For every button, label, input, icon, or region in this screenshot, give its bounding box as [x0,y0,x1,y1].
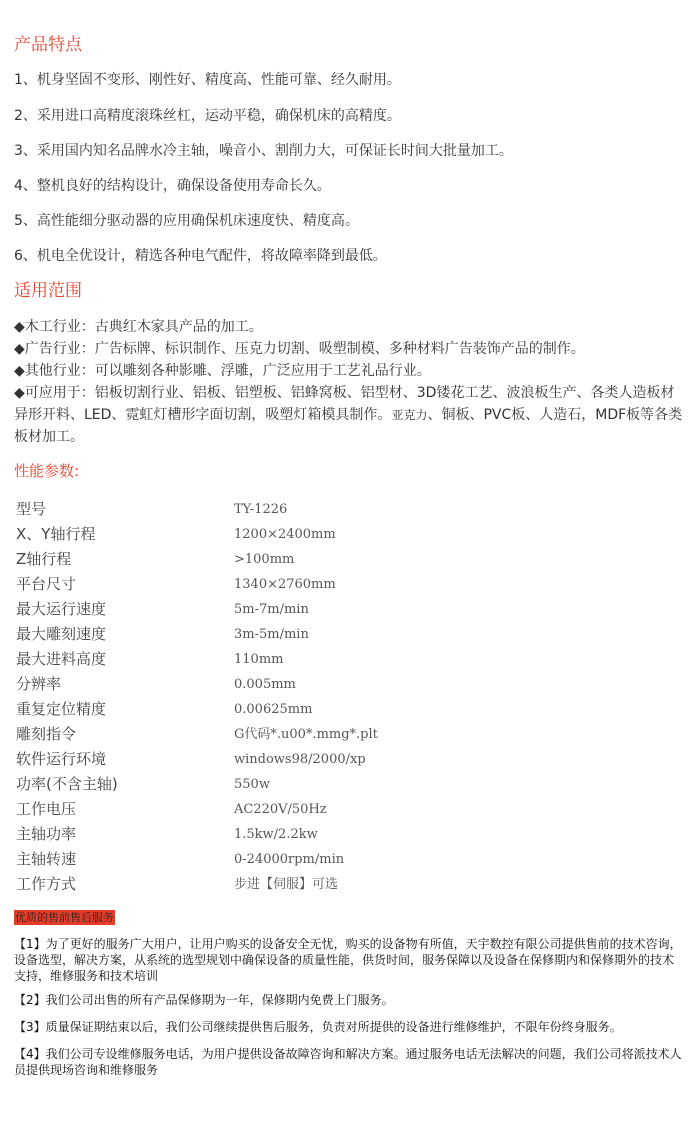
usage-line-wood: ◆木工行业：古典红木家具产品的加工。 [14,319,263,335]
param-value: 550w [234,777,270,792]
service-item-4 [14,1046,682,1078]
usage-line-advertising: ◆广告行业：广告标牌、标识制作、压克力切割、吸塑制模、多种材料广告装饰产品的制作。 [14,341,585,357]
param-name: 最大进料高度 [16,650,107,668]
param-value: windows98/2000/xp [234,752,366,767]
param-name: 工作电压 [16,800,77,818]
param-name: 最大雕刻速度 [16,625,107,643]
param-name: 功率(不含主轴) [16,775,118,793]
service-item-2-text: 【2】我们公司出售的所有产品保修期为一年，保修期内免费上门服务。 [14,993,394,1007]
feature-item-2: 2、采用进口高精度滚珠丝杠，运动平稳，确保机床的高精度。 [14,108,401,124]
params-title: 性能参数: [14,462,80,480]
param-name: 最大运行速度 [16,600,107,618]
usage-acrylic-text: 亚克力 [391,408,428,422]
param-value: 1.5kw/2.2kw [234,827,318,842]
usage-title: 适用范围 [14,281,82,301]
service-item-4-text: 【4】我们公司专设维修服务电话，为用户提供设备故障咨询和解决方案。通过服务电话无法解决的问题，我们公司将派技术人员提供现场咨询和维修服务 [14,1047,682,1077]
usage-line-other: ◆其他行业：可以雕刻各种影雕、浮雕，广泛应用于工艺礼品行业。 [14,363,431,379]
feature-item-1: 1、机身坚固不变形、刚性好、精度高、性能可靠、经久耐用。 [14,72,401,88]
param-name: 软件运行环境 [16,750,107,768]
feature-item-6: 6、机电全优设计，精选各种电气配件，将故障率降到最低。 [14,248,387,264]
usage-line-applications [14,382,686,448]
service-item-3 [14,1019,682,1035]
param-value: 0.00625mm [234,702,313,717]
param-name: X、Y轴行程 [16,525,96,543]
service-item-1-text: 【1】为了更好的服务广大用户，让用户购买的设备安全无忧，购买的设备物有所值，天宇数控有限公司提供售前的技术咨询，设备选型，解决方案，从系统的选型规划中确保设备的质量性能，供货时间，服务保障以及设备在保修期内和保修期外的技术支持，维修服务和技术培训 [14,937,682,983]
param-value: >100mm [234,552,295,567]
param-name: 工作方式 [16,875,77,893]
feature-item-3: 3、采用国内知名品牌水冷主轴，噪音小、割削力大，可保证长时间大批量加工。 [14,143,513,159]
param-value: AC220V/50Hz [234,802,327,817]
service-item-3-text: 【3】质量保证期结束以后，我们公司继续提供售后服务，负责对所提供的设备进行维修维护，不限年份终身服务。 [14,1020,622,1034]
features-title: 产品特点 [14,35,82,55]
param-name: 主轴转速 [16,850,77,868]
param-value: G代码*.u00*.mmg*.plt [234,727,378,742]
param-name: 分辨率 [16,675,62,693]
param-value: TY-1226 [234,502,288,517]
param-name: Z轴行程 [16,550,72,568]
service-item-2 [14,992,682,1008]
feature-item-5: 5、高性能细分驱动器的应用确保机床速度快、精度高。 [14,213,359,229]
param-value: 1340×2760mm [234,577,336,592]
param-name: 重复定位精度 [16,700,107,718]
param-value: 5m-7m/min [234,602,309,617]
service-item-1 [14,936,682,984]
param-name: 主轴功率 [16,825,77,843]
param-value: 步进【伺服】可选 [234,877,339,892]
param-value: 0-24000rpm/min [234,852,345,867]
param-value: 1200×2400mm [234,527,336,542]
param-value: 110mm [234,652,284,667]
param-value: 3m-5m/min [234,627,309,642]
param-name: 型号 [16,500,47,518]
usage-applications-tail: 、铜板、PVC板、人造石，MDF板等各类板材加工。 [14,407,683,445]
service-title: 优质的售前售后服务 [15,911,114,924]
param-value: 0.005mm [234,677,296,692]
usage-block [14,316,686,448]
feature-item-4: 4、整机良好的结构设计，确保设备使用寿命长久。 [14,178,331,194]
param-name: 雕刻指令 [16,725,77,743]
param-name: 平台尺寸 [16,575,77,593]
usage-applications-text: ◆可应用于：铝板切割行业、铝板、铝塑板、铝蜂窝板、铝型材、3D镂花工艺、波浪板生产、各类人造板材异形开料、LED、霓虹灯槽形字面切割，吸塑灯箱模具制作。 [14,385,675,423]
